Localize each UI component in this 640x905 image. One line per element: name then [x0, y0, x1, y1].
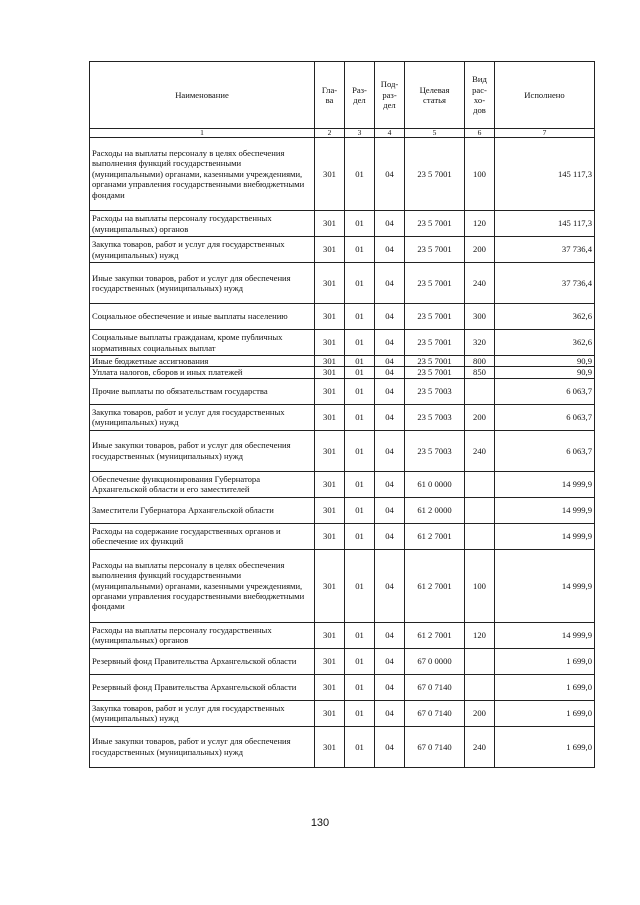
row-razdel: 01 — [345, 648, 375, 674]
row-glava: 301 — [315, 304, 345, 330]
table-row — [90, 497, 595, 523]
row-statya: 23 5 7001 — [405, 356, 465, 367]
header-name: Наименование — [90, 62, 315, 129]
row-vid: 300 — [465, 304, 495, 330]
row-podrazdel: 04 — [375, 263, 405, 304]
row-statya: 23 5 7003 — [405, 430, 465, 471]
header-statya: Целевая статья — [405, 62, 465, 129]
page-number: 130 — [310, 817, 330, 829]
row-amount: 14 999,9 — [495, 622, 595, 648]
table-row — [90, 237, 595, 263]
row-glava: 301 — [315, 330, 345, 356]
row-vid: 240 — [465, 726, 495, 767]
row-vid — [465, 523, 495, 549]
row-podrazdel: 04 — [375, 237, 405, 263]
row-vid: 120 — [465, 211, 495, 237]
row-podrazdel: 04 — [375, 378, 405, 404]
row-statya: 61 2 0000 — [405, 497, 465, 523]
header-vid: Вид рас- хо- дов — [465, 62, 495, 129]
row-razdel: 01 — [345, 549, 375, 622]
row-amount: 37 736,4 — [495, 237, 595, 263]
row-statya: 67 0 7140 — [405, 674, 465, 700]
row-statya: 67 0 0000 — [405, 648, 465, 674]
table-row — [90, 404, 595, 430]
table-row — [90, 211, 595, 237]
row-glava: 301 — [315, 378, 345, 404]
row-name: Уплата налогов, сборов и иных платежей — [90, 367, 315, 378]
table-row — [90, 549, 595, 622]
row-amount: 362,6 — [495, 330, 595, 356]
row-vid — [465, 378, 495, 404]
row-podrazdel: 04 — [375, 367, 405, 378]
row-podrazdel: 04 — [375, 430, 405, 471]
row-statya: 23 5 7003 — [405, 404, 465, 430]
table-row — [90, 138, 595, 211]
row-name: Расходы на выплаты персоналу в целях обеспечения выполнения функций государственными (муниципальными) органами, казенными учреждениями, органами управления государственными внебюджетными фондами — [90, 138, 315, 211]
row-name: Закупка товаров, работ и услуг для государственных (муниципальных) нужд — [90, 237, 315, 263]
row-razdel: 01 — [345, 211, 375, 237]
row-razdel: 01 — [345, 367, 375, 378]
row-amount: 145 117,3 — [495, 211, 595, 237]
row-razdel: 01 — [345, 378, 375, 404]
row-amount: 90,9 — [495, 356, 595, 367]
row-name: Социальное обеспечение и иные выплаты населению — [90, 304, 315, 330]
row-podrazdel: 04 — [375, 674, 405, 700]
column-number: 7 — [495, 129, 595, 138]
row-amount: 1 699,0 — [495, 674, 595, 700]
row-vid: 200 — [465, 237, 495, 263]
header-glava: Гла- ва — [315, 62, 345, 129]
row-razdel: 01 — [345, 674, 375, 700]
row-vid — [465, 497, 495, 523]
row-statya: 23 5 7003 — [405, 378, 465, 404]
row-glava: 301 — [315, 263, 345, 304]
row-name: Социальные выплаты гражданам, кроме публичных нормативных социальных выплат — [90, 330, 315, 356]
table-row — [90, 304, 595, 330]
table-row — [90, 700, 595, 726]
row-glava: 301 — [315, 726, 345, 767]
row-vid: 240 — [465, 430, 495, 471]
row-amount: 14 999,9 — [495, 497, 595, 523]
row-statya: 67 0 7140 — [405, 700, 465, 726]
row-statya: 23 5 7001 — [405, 330, 465, 356]
row-name: Расходы на выплаты персоналу государственных (муниципальных) органов — [90, 211, 315, 237]
row-name: Резервный фонд Правительства Архангельской области — [90, 648, 315, 674]
row-glava: 301 — [315, 404, 345, 430]
row-podrazdel: 04 — [375, 523, 405, 549]
table-row — [90, 471, 595, 497]
row-glava: 301 — [315, 138, 345, 211]
row-statya: 23 5 7001 — [405, 304, 465, 330]
row-glava: 301 — [315, 549, 345, 622]
row-vid: 850 — [465, 367, 495, 378]
row-razdel: 01 — [345, 237, 375, 263]
row-glava: 301 — [315, 674, 345, 700]
row-amount: 90,9 — [495, 367, 595, 378]
table-header-row — [90, 62, 595, 129]
header-podrazdel: Под- раз- дел — [375, 62, 405, 129]
row-podrazdel: 04 — [375, 330, 405, 356]
row-glava: 301 — [315, 497, 345, 523]
row-vid — [465, 674, 495, 700]
row-name: Расходы на содержание государственных органов и обеспечение их функций — [90, 523, 315, 549]
row-vid: 320 — [465, 330, 495, 356]
row-razdel: 01 — [345, 622, 375, 648]
budget-table — [89, 61, 595, 768]
row-amount: 362,6 — [495, 304, 595, 330]
row-name: Закупка товаров, работ и услуг для государственных (муниципальных) нужд — [90, 700, 315, 726]
row-amount: 14 999,9 — [495, 471, 595, 497]
row-statya: 23 5 7001 — [405, 263, 465, 304]
table-row — [90, 367, 595, 378]
row-vid: 200 — [465, 404, 495, 430]
row-glava: 301 — [315, 648, 345, 674]
row-statya: 23 5 7001 — [405, 138, 465, 211]
row-statya: 23 5 7001 — [405, 211, 465, 237]
row-amount: 6 063,7 — [495, 404, 595, 430]
table-row — [90, 378, 595, 404]
row-vid: 800 — [465, 356, 495, 367]
column-number: 4 — [375, 129, 405, 138]
row-glava: 301 — [315, 211, 345, 237]
row-statya: 23 5 7001 — [405, 237, 465, 263]
column-number: 3 — [345, 129, 375, 138]
row-amount: 1 699,0 — [495, 700, 595, 726]
row-statya: 67 0 7140 — [405, 726, 465, 767]
row-razdel: 01 — [345, 471, 375, 497]
row-razdel: 01 — [345, 356, 375, 367]
row-podrazdel: 04 — [375, 211, 405, 237]
row-name: Заместители Губернатора Архангельской области — [90, 497, 315, 523]
row-razdel: 01 — [345, 263, 375, 304]
row-amount: 145 117,3 — [495, 138, 595, 211]
row-statya: 61 2 7001 — [405, 622, 465, 648]
header-amount: Исполнено — [495, 62, 595, 129]
row-podrazdel: 04 — [375, 726, 405, 767]
row-razdel: 01 — [345, 726, 375, 767]
row-glava: 301 — [315, 237, 345, 263]
row-amount: 14 999,9 — [495, 523, 595, 549]
table-row — [90, 622, 595, 648]
row-razdel: 01 — [345, 523, 375, 549]
row-statya: 61 0 0000 — [405, 471, 465, 497]
row-name: Иные закупки товаров, работ и услуг для обеспечения государственных (муниципальных) нужд — [90, 430, 315, 471]
row-vid: 100 — [465, 138, 495, 211]
column-number: 5 — [405, 129, 465, 138]
row-podrazdel: 04 — [375, 304, 405, 330]
row-razdel: 01 — [345, 497, 375, 523]
row-razdel: 01 — [345, 404, 375, 430]
row-vid: 120 — [465, 622, 495, 648]
row-vid — [465, 648, 495, 674]
row-razdel: 01 — [345, 330, 375, 356]
row-glava: 301 — [315, 367, 345, 378]
row-podrazdel: 04 — [375, 497, 405, 523]
row-podrazdel: 04 — [375, 404, 405, 430]
row-statya: 61 2 7001 — [405, 549, 465, 622]
table-row — [90, 648, 595, 674]
row-podrazdel: 04 — [375, 549, 405, 622]
row-vid — [465, 471, 495, 497]
row-podrazdel: 04 — [375, 700, 405, 726]
table-row — [90, 674, 595, 700]
row-razdel: 01 — [345, 700, 375, 726]
column-number: 1 — [90, 129, 315, 138]
row-vid: 100 — [465, 549, 495, 622]
table-row — [90, 356, 595, 367]
row-name: Резервный фонд Правительства Архангельской области — [90, 674, 315, 700]
row-amount: 6 063,7 — [495, 378, 595, 404]
row-podrazdel: 04 — [375, 138, 405, 211]
column-number: 2 — [315, 129, 345, 138]
row-razdel: 01 — [345, 430, 375, 471]
row-podrazdel: 04 — [375, 622, 405, 648]
row-glava: 301 — [315, 430, 345, 471]
row-amount: 1 699,0 — [495, 726, 595, 767]
column-number: 6 — [465, 129, 495, 138]
table-row — [90, 430, 595, 471]
row-statya: 23 5 7001 — [405, 367, 465, 378]
row-statya: 61 2 7001 — [405, 523, 465, 549]
row-vid: 240 — [465, 263, 495, 304]
row-amount: 6 063,7 — [495, 430, 595, 471]
row-podrazdel: 04 — [375, 471, 405, 497]
table-row — [90, 330, 595, 356]
table-row — [90, 726, 595, 767]
row-amount: 37 736,4 — [495, 263, 595, 304]
table-row — [90, 263, 595, 304]
row-podrazdel: 04 — [375, 648, 405, 674]
row-glava: 301 — [315, 700, 345, 726]
column-number-row — [90, 129, 595, 138]
row-razdel: 01 — [345, 304, 375, 330]
row-name: Иные закупки товаров, работ и услуг для обеспечения государственных (муниципальных) нужд — [90, 726, 315, 767]
row-amount: 1 699,0 — [495, 648, 595, 674]
row-glava: 301 — [315, 471, 345, 497]
row-glava: 301 — [315, 523, 345, 549]
row-name: Иные бюджетные ассигнования — [90, 356, 315, 367]
row-name: Расходы на выплаты персоналу в целях обеспечения выполнения функций государственными (муниципальными) органами, казенными учреждениями, органами управления государственными внебюджетными фондами — [90, 549, 315, 622]
row-amount: 14 999,9 — [495, 549, 595, 622]
row-glava: 301 — [315, 356, 345, 367]
row-name: Обеспечение функционирования Губернатора Архангельской области и его заместителей — [90, 471, 315, 497]
row-podrazdel: 04 — [375, 356, 405, 367]
table-row — [90, 523, 595, 549]
row-glava: 301 — [315, 622, 345, 648]
row-name: Расходы на выплаты персоналу государственных (муниципальных) органов — [90, 622, 315, 648]
row-razdel: 01 — [345, 138, 375, 211]
row-name: Закупка товаров, работ и услуг для государственных (муниципальных) нужд — [90, 404, 315, 430]
row-name: Прочие выплаты по обязательствам государства — [90, 378, 315, 404]
row-name: Иные закупки товаров, работ и услуг для обеспечения государственных (муниципальных) нужд — [90, 263, 315, 304]
row-vid: 200 — [465, 700, 495, 726]
header-razdel: Раз- дел — [345, 62, 375, 129]
